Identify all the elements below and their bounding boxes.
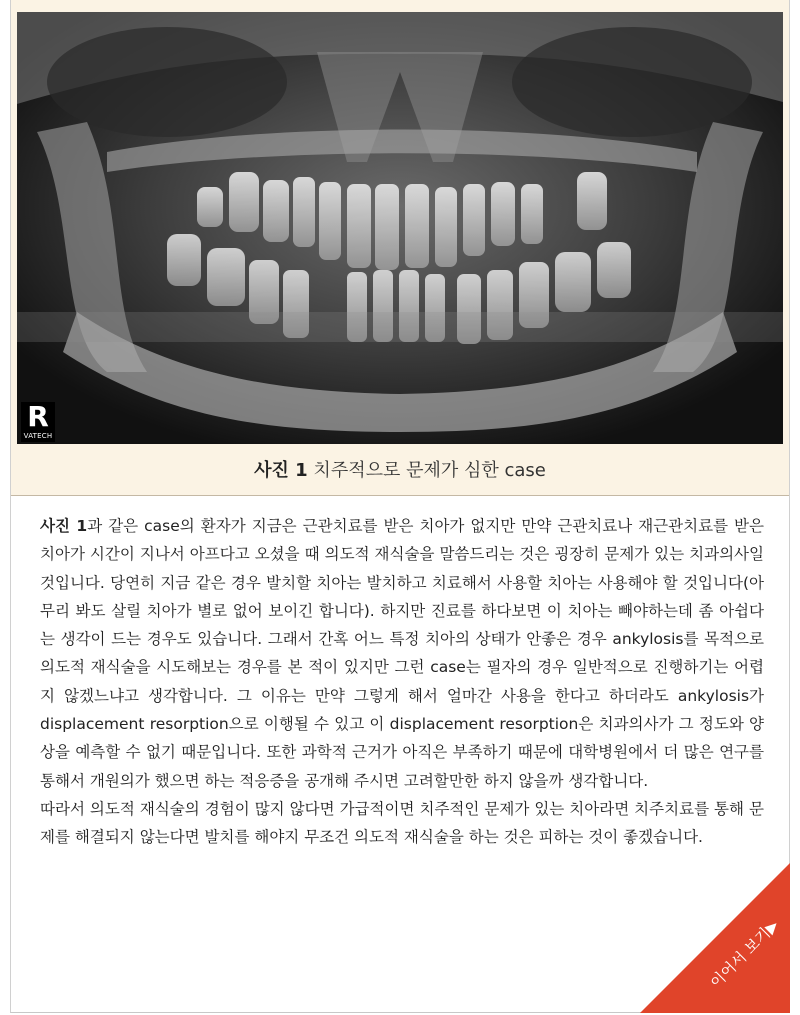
paragraph-2: 따라서 의도적 재식술의 경험이 많지 않다면 가급적이면 치주적인 문제가 있는 치아라면 치주치료를 통해 문제를 해결되지 않는다면 발치를 해야지 무조건 의도적 재식술을 하는 것은 피하는 것이 좋겠습니다. <box>40 799 764 847</box>
article-body <box>40 512 764 852</box>
paragraph-1-text: 과 같은 case의 환자가 지금은 근관치료를 받은 치아가 없지만 만약 근관치료나 재근관치료를 받은 치아가 시간이 지나서 아프다고 오셨을 때 의도적 재식술을 말씀드리는 것은 굉장히 문제가 있는 치과의사일 것입니다. 당연히 지금 같은 경우 발치할 치아는 발치하고 치료해서 사용할 치아는 사용해야 할 것입니다(아무리 봐도 살릴 치아가 별로 없어 보이긴 합니다). 하지만 진료를 하다보면 이 치아는 빼야하는데 좀 아쉽다는 생각이 드는 경우도 있습니다. 그래서 간혹 어느 특정 치아의 상태가 안좋은 경우 ankylosis를 목적으로 의도적 재식술을 시도해보는 경우를 본 적이 있지만 그런 case는 필자의 경우 일반적으로 진행하기는 어렵지 않겠느냐고 생각합니다. 그 이유는 만약 그렇게 해서 얼마간 사용을 한다고 하더라도 ankylosis가 displacement resorption으로 이행될 수 있고 이 displacement resorption은 치과의사가 그 정도와 양상을 예측할 수 없기 때문입니다. 또한 과학적 근거가 아직은 부족하기 때문에 대학병원에서 더 많은 연구를 통해서 개원의가 했으면 하는 적응증을 공개해 주시면 고려할만한 하지 않을까 생각합니다. <box>40 517 764 790</box>
vatech-logo <box>21 402 55 442</box>
xray-illustration <box>17 12 783 444</box>
panoramic-xray-image <box>17 12 783 444</box>
caption-text: 치주적으로 문제가 심한 case <box>307 460 546 481</box>
continue-reading-button[interactable] <box>640 863 790 1013</box>
continue-reading-label: 이어서 보기▶ <box>706 916 783 992</box>
paragraph-1 <box>40 512 764 795</box>
figure-reference: 사진 1 <box>40 517 88 535</box>
figure-caption <box>11 456 789 482</box>
logo-text: VATECH <box>23 432 53 440</box>
figure-panel <box>11 0 789 496</box>
caption-label: 사진 1 <box>254 460 308 481</box>
logo-letter: R <box>27 400 49 433</box>
